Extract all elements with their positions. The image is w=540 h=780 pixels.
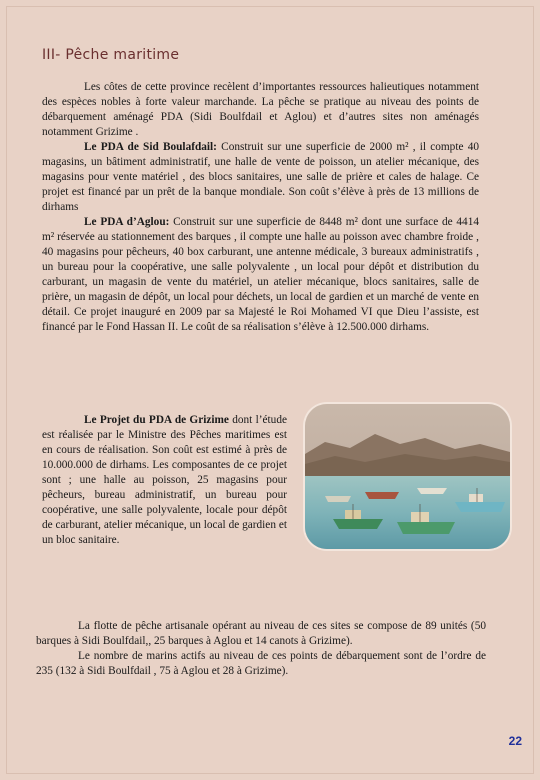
grizime-heading: Le Projet du PDA de Grizime — [84, 414, 229, 426]
pda-aglou-text: Construit sur une superficie de 8448 m² dont une surface de 4414 m² réservée au stationnement des barques , il compte une halle au poisson avec chambre froide , 40 magasins pour pêcheurs, 40 box carburant, une antenne médicale, 3 bureaux administratifs , un bureau pour la coopérative, une salle polyvalente , un local pour dépôt et distribution du carburant, un magasin de vente du matériel, un atelier mécanique, blocs sanitaires, salle de prière, un magasin de dépôt, un local pour déchets, un local de gardien et un marché de vente en détail. Ce projet inauguré en 2009 par sa Majesté le Roi Mohamed VI que Dieu l’assiste, est financé par le Fond Hassan II. Le coût de sa réalisation s’élève à 12.500.000 dirhams. — [42, 216, 479, 333]
grizime-paragraph — [42, 413, 287, 548]
pda-sidi-paragraph — [42, 140, 479, 215]
pda-sidi-text: Construit sur une superficie de 2000 m² , il compte 40 magasins, un bâtiment administratif, une halle de vente de poisson, un atelier mécanique, des magasins pour vente matériel , des blocs sanitaires, une salle de prière et cales de halage. Ce projet est financé par un prêt de la banque mondiale. Son coût s’élève à près de 13 millions de dirhams — [42, 141, 479, 213]
harbor-boats-photo — [305, 404, 510, 549]
pda-aglou-heading: Le PDA d’Aglou: — [84, 216, 170, 228]
fleet-block — [36, 619, 486, 679]
intro-block — [42, 80, 479, 335]
pda-sidi-heading: Le PDA de Sid Boulafdail: — [84, 141, 217, 153]
pda-aglou-paragraph — [42, 215, 479, 335]
boat — [325, 496, 351, 502]
grizime-block — [42, 413, 287, 548]
page-number: 22 — [508, 734, 522, 748]
grizime-text: dont l’étude est réalisée par le Ministre des Pêches maritimes est en cours de réalisation. Son coût est estimé à près de 10.000.000 de dirhams. Les composantes de ce projet sont ; une halle au poisson, 25 magasins pour pêcheurs, bureau administratif, un bureau pour coopérative, une salle polyvalente, locale pour dépôt de carburant, atelier mécanique, un local de gardien et un bloc sanitaire. — [42, 414, 287, 546]
section-title: III- Pêche maritime — [42, 47, 180, 63]
boat — [417, 488, 447, 494]
fleet-paragraph: La flotte de pêche artisanale opérant au niveau de ces sites se compose de 89 unités (50 barques à Sidi Boulfdail,, 25 barques à Aglou et 14 canots à Grizime). — [36, 620, 486, 647]
sailors-paragraph: Le nombre de marins actifs au niveau de ces points de débarquement sont de l’ordre de 235 (132 à Sidi Boulfdail , 75 à Aglou et 28 à Grizime). — [36, 650, 486, 677]
harbor-boats-illustration — [305, 404, 510, 549]
boat — [365, 492, 399, 499]
intro-paragraph: Les côtes de cette province recèlent d’importantes ressources halieutiques notamment des espèces nobles à forte valeur marchande. La pêche se pratique au niveau des points de débarquement aménagé PDA (Sidi Boulfdail et Aglou) et d’autres sites non aménagés notamment Grizime . — [42, 81, 479, 138]
